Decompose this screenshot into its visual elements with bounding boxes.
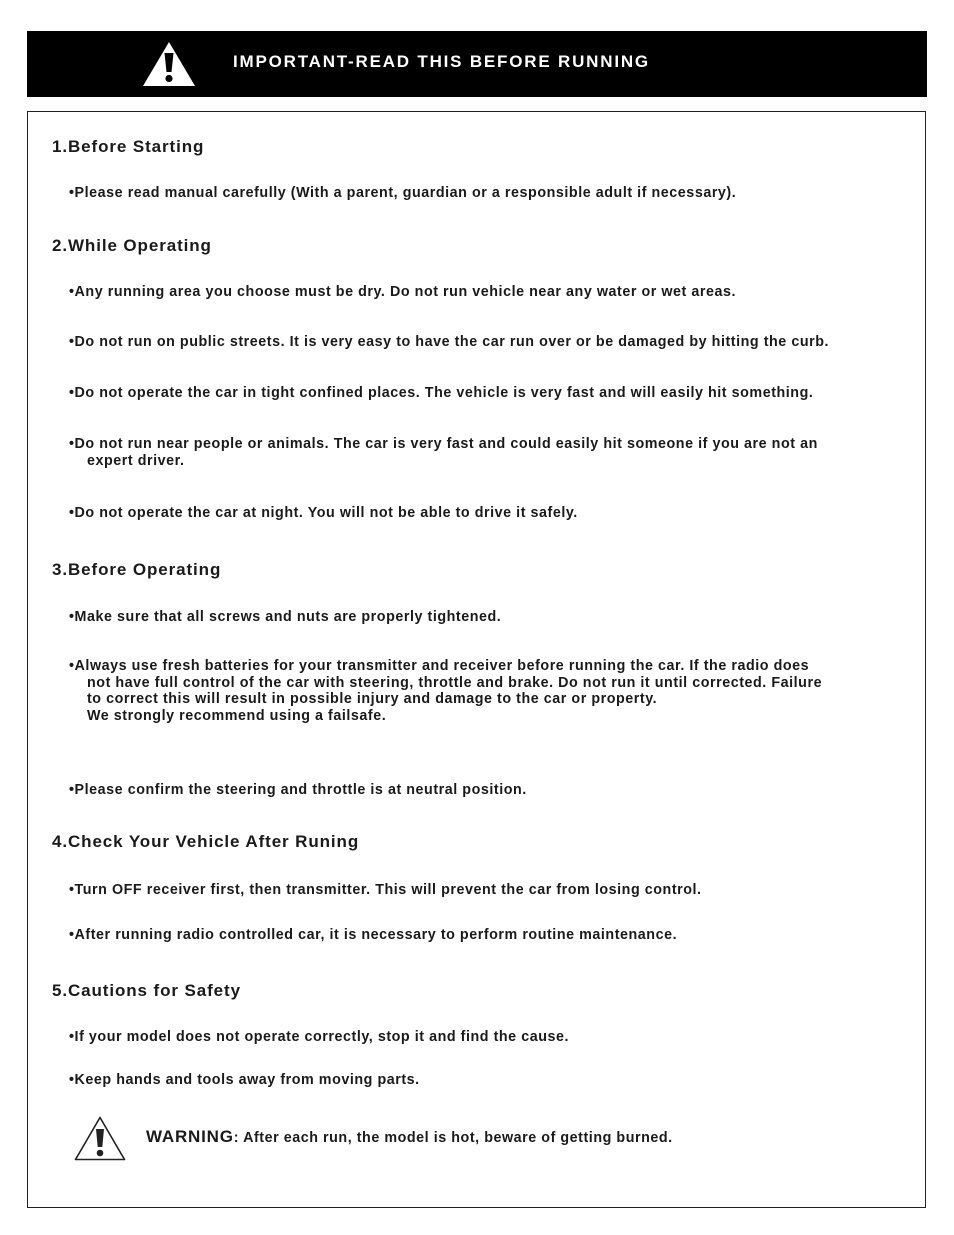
- list-item: •If your model does not operate correctly, stop it and find the cause.: [69, 1029, 570, 1045]
- list-item: •Any running area you choose must be dry. Do not run vehicle near any water or wet areas.: [69, 284, 737, 300]
- list-item: •Make sure that all screws and nuts are properly tightened.: [69, 609, 502, 625]
- list-item: •Turn OFF receiver first, then transmitter. This will prevent the car from losing control.: [69, 882, 702, 898]
- list-item-line: expert driver.: [87, 452, 185, 469]
- warning-text: : After each run, the model is hot, beware of getting burned.: [233, 1130, 673, 1146]
- list-item-line: •Do not run near people or animals. The car is very fast and could easily hit someone if you are not an: [69, 436, 818, 452]
- list-item: •Please confirm the steering and throttle is at neutral position.: [69, 782, 527, 798]
- list-item: [69, 436, 818, 469]
- list-item: •Do not operate the car at night. You will not be able to drive it safely.: [69, 505, 578, 521]
- list-item-line: not have full control of the car with steering, throttle and brake. Do not run it until corrected. Failure: [87, 674, 823, 691]
- list-item-line: •Always use fresh batteries for your transmitter and receiver before running the car. If the radio does: [69, 658, 810, 674]
- list-item: •Do not operate the car in tight confined places. The vehicle is very fast and will easily hit something.: [69, 385, 814, 401]
- list-item: •After running radio controlled car, it is necessary to perform routine maintenance.: [69, 927, 678, 943]
- section-heading-check-vehicle: 4.Check Your Vehicle After Runing: [52, 832, 360, 851]
- warning-triangle-icon: [141, 40, 197, 88]
- section-heading-cautions: 5.Cautions for Safety: [52, 981, 241, 1000]
- list-item-line: to correct this will result in possible injury and damage to the car or property.: [87, 691, 658, 707]
- list-item: •Do not run on public streets. It is very easy to have the car run over or be damaged by hitting the curb.: [69, 334, 830, 350]
- page-title: IMPORTANT-READ THIS BEFORE RUNNING: [233, 52, 650, 71]
- list-item: [69, 658, 822, 724]
- list-item-line: We strongly recommend using a failsafe.: [87, 707, 387, 724]
- warning-notice: [146, 1127, 673, 1147]
- list-item: •Keep hands and tools away from moving parts.: [69, 1072, 420, 1088]
- warning-label: WARNING: [146, 1127, 234, 1146]
- warning-triangle-icon: [73, 1115, 127, 1162]
- list-item: •Please read manual carefully (With a parent, guardian or a responsible adult if necessary).: [69, 185, 737, 201]
- section-heading-before-starting: 1.Before Starting: [52, 137, 205, 156]
- section-heading-while-operating: 2.While Operating: [52, 236, 212, 255]
- section-heading-before-operating: 3.Before Operating: [52, 560, 222, 579]
